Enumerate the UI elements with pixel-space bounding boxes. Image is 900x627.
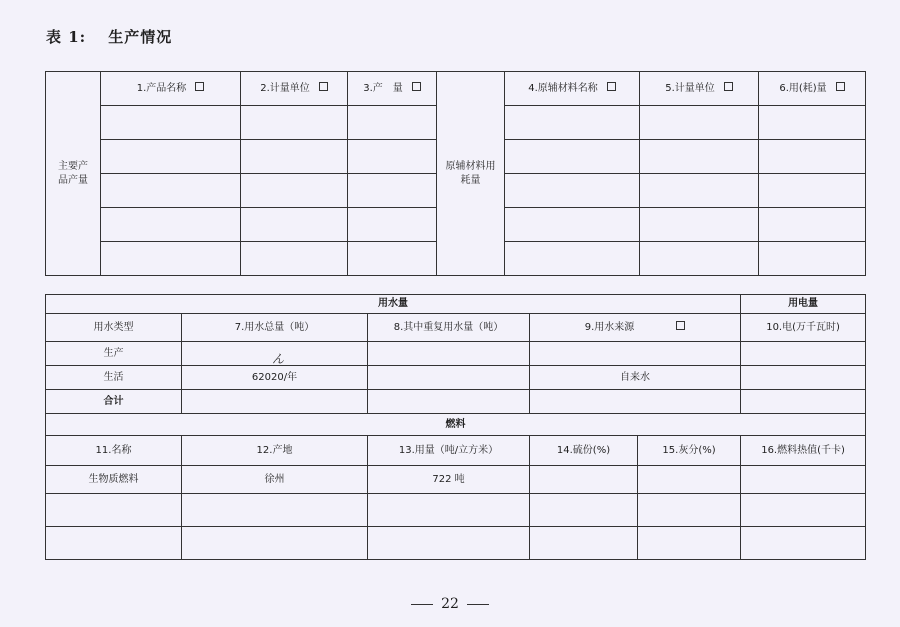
table-cell[interactable] (640, 242, 759, 276)
table-cell[interactable] (101, 208, 241, 242)
header-product-name: 1.产品名称 (101, 72, 241, 106)
table-cell[interactable] (101, 242, 241, 276)
domestic-source-cell[interactable]: 自来水 (530, 366, 741, 390)
table-cell[interactable] (530, 527, 638, 560)
fuel-name-cell[interactable]: 生物质燃料 (46, 466, 182, 494)
table-cell[interactable] (505, 242, 640, 276)
header-output: 3.产 量 (348, 72, 437, 106)
page-title (46, 26, 172, 47)
header-material-name: 4.原辅材料名称 (505, 72, 640, 106)
handwritten-mark: ん (272, 352, 285, 366)
header-water-total: 7.用水总量（吨） (182, 314, 368, 342)
material-consumption-label: 原辅材料用耗量 (437, 72, 505, 276)
table-cell[interactable] (368, 366, 530, 390)
table-cell[interactable] (741, 494, 866, 527)
table-cell[interactable] (505, 140, 640, 174)
table-cell[interactable] (182, 494, 368, 527)
power-usage-section: 用电量 (741, 295, 866, 314)
fuel-origin-cell[interactable]: 徐州 (182, 466, 368, 494)
table-title: 生产情况 (108, 28, 173, 46)
header-water-reuse: 8.其中重复用水量（吨） (368, 314, 530, 342)
checkbox[interactable] (195, 82, 204, 91)
header-unit: 2.计量单位 (241, 72, 348, 106)
table-cell[interactable] (348, 174, 437, 208)
table-cell[interactable] (741, 342, 866, 366)
row-type-domestic: 生活 (46, 366, 182, 390)
table-cell[interactable] (638, 466, 741, 494)
table-cell[interactable] (368, 342, 530, 366)
checkbox[interactable] (412, 82, 421, 91)
dash-left (411, 604, 433, 605)
table-cell[interactable] (759, 140, 866, 174)
table-cell[interactable] (182, 390, 368, 414)
row-type-production: 生产 (46, 342, 182, 366)
table-cell[interactable] (505, 174, 640, 208)
table-cell[interactable] (638, 527, 741, 560)
table-cell[interactable] (368, 527, 530, 560)
table-cell[interactable] (348, 140, 437, 174)
table-cell[interactable] (759, 242, 866, 276)
header-fuel-amount: 13.用量（吨/立方米） (368, 436, 530, 466)
header-fuel-ash: 15.灰分(%) (638, 436, 741, 466)
domestic-total-cell[interactable]: 62020/年 (182, 366, 368, 390)
table-cell[interactable] (530, 390, 741, 414)
table-cell[interactable] (101, 174, 241, 208)
table-label: 表 1: (46, 28, 87, 46)
water-fuel-table (45, 294, 866, 560)
table-cell[interactable] (241, 208, 348, 242)
page-number: 22 (0, 596, 900, 612)
checkbox[interactable] (319, 82, 328, 91)
table-cell[interactable] (640, 106, 759, 140)
table-cell[interactable] (759, 208, 866, 242)
table-cell[interactable] (46, 494, 182, 527)
table-cell[interactable] (101, 140, 241, 174)
header-material-unit: 5.计量单位 (640, 72, 759, 106)
header-fuel-origin: 12.产地 (182, 436, 368, 466)
row-type-total: 合计 (46, 390, 182, 414)
table-cell[interactable] (505, 106, 640, 140)
table-cell[interactable] (759, 106, 866, 140)
header-water-type: 用水类型 (46, 314, 182, 342)
table-cell[interactable] (741, 390, 866, 414)
table-cell[interactable] (241, 140, 348, 174)
checkbox[interactable] (676, 321, 685, 330)
table-cell[interactable] (348, 106, 437, 140)
table-cell[interactable] (348, 208, 437, 242)
fuel-section: 燃料 (46, 414, 866, 436)
table-cell[interactable] (741, 366, 866, 390)
header-water-source: 9.用水来源 (530, 314, 741, 342)
header-fuel-heat: 16.燃料热值(千卡) (741, 436, 866, 466)
main-product-output-label: 主要产品产量 (46, 72, 101, 276)
checkbox[interactable] (836, 82, 845, 91)
table-cell[interactable] (530, 494, 638, 527)
table-cell[interactable] (368, 390, 530, 414)
table-cell[interactable] (741, 527, 866, 560)
table-cell[interactable] (182, 527, 368, 560)
table-cell[interactable] (638, 494, 741, 527)
table-cell[interactable] (241, 242, 348, 276)
checkbox[interactable] (607, 82, 616, 91)
table-cell[interactable] (640, 174, 759, 208)
checkbox[interactable] (724, 82, 733, 91)
production-table (45, 71, 866, 276)
table-cell[interactable] (640, 140, 759, 174)
table-cell[interactable] (640, 208, 759, 242)
fuel-amount-cell[interactable]: 722 吨 (368, 466, 530, 494)
table-cell[interactable] (368, 494, 530, 527)
table-cell[interactable] (505, 208, 640, 242)
header-fuel-name: 11.名称 (46, 436, 182, 466)
header-power: 10.电(万千瓦时) (741, 314, 866, 342)
table-cell[interactable] (46, 527, 182, 560)
table-cell[interactable] (530, 342, 741, 366)
production-total-cell[interactable] (182, 342, 368, 366)
header-fuel-sulfur: 14.硫份(%) (530, 436, 638, 466)
table-cell[interactable] (241, 174, 348, 208)
table-cell[interactable] (741, 466, 866, 494)
table-cell[interactable] (530, 466, 638, 494)
table-cell[interactable] (101, 106, 241, 140)
water-usage-section: 用水量 (46, 295, 741, 314)
table-cell[interactable] (348, 242, 437, 276)
table-cell[interactable] (759, 174, 866, 208)
table-cell[interactable] (241, 106, 348, 140)
dash-right (467, 604, 489, 605)
header-consumption: 6.用(耗)量 (759, 72, 866, 106)
